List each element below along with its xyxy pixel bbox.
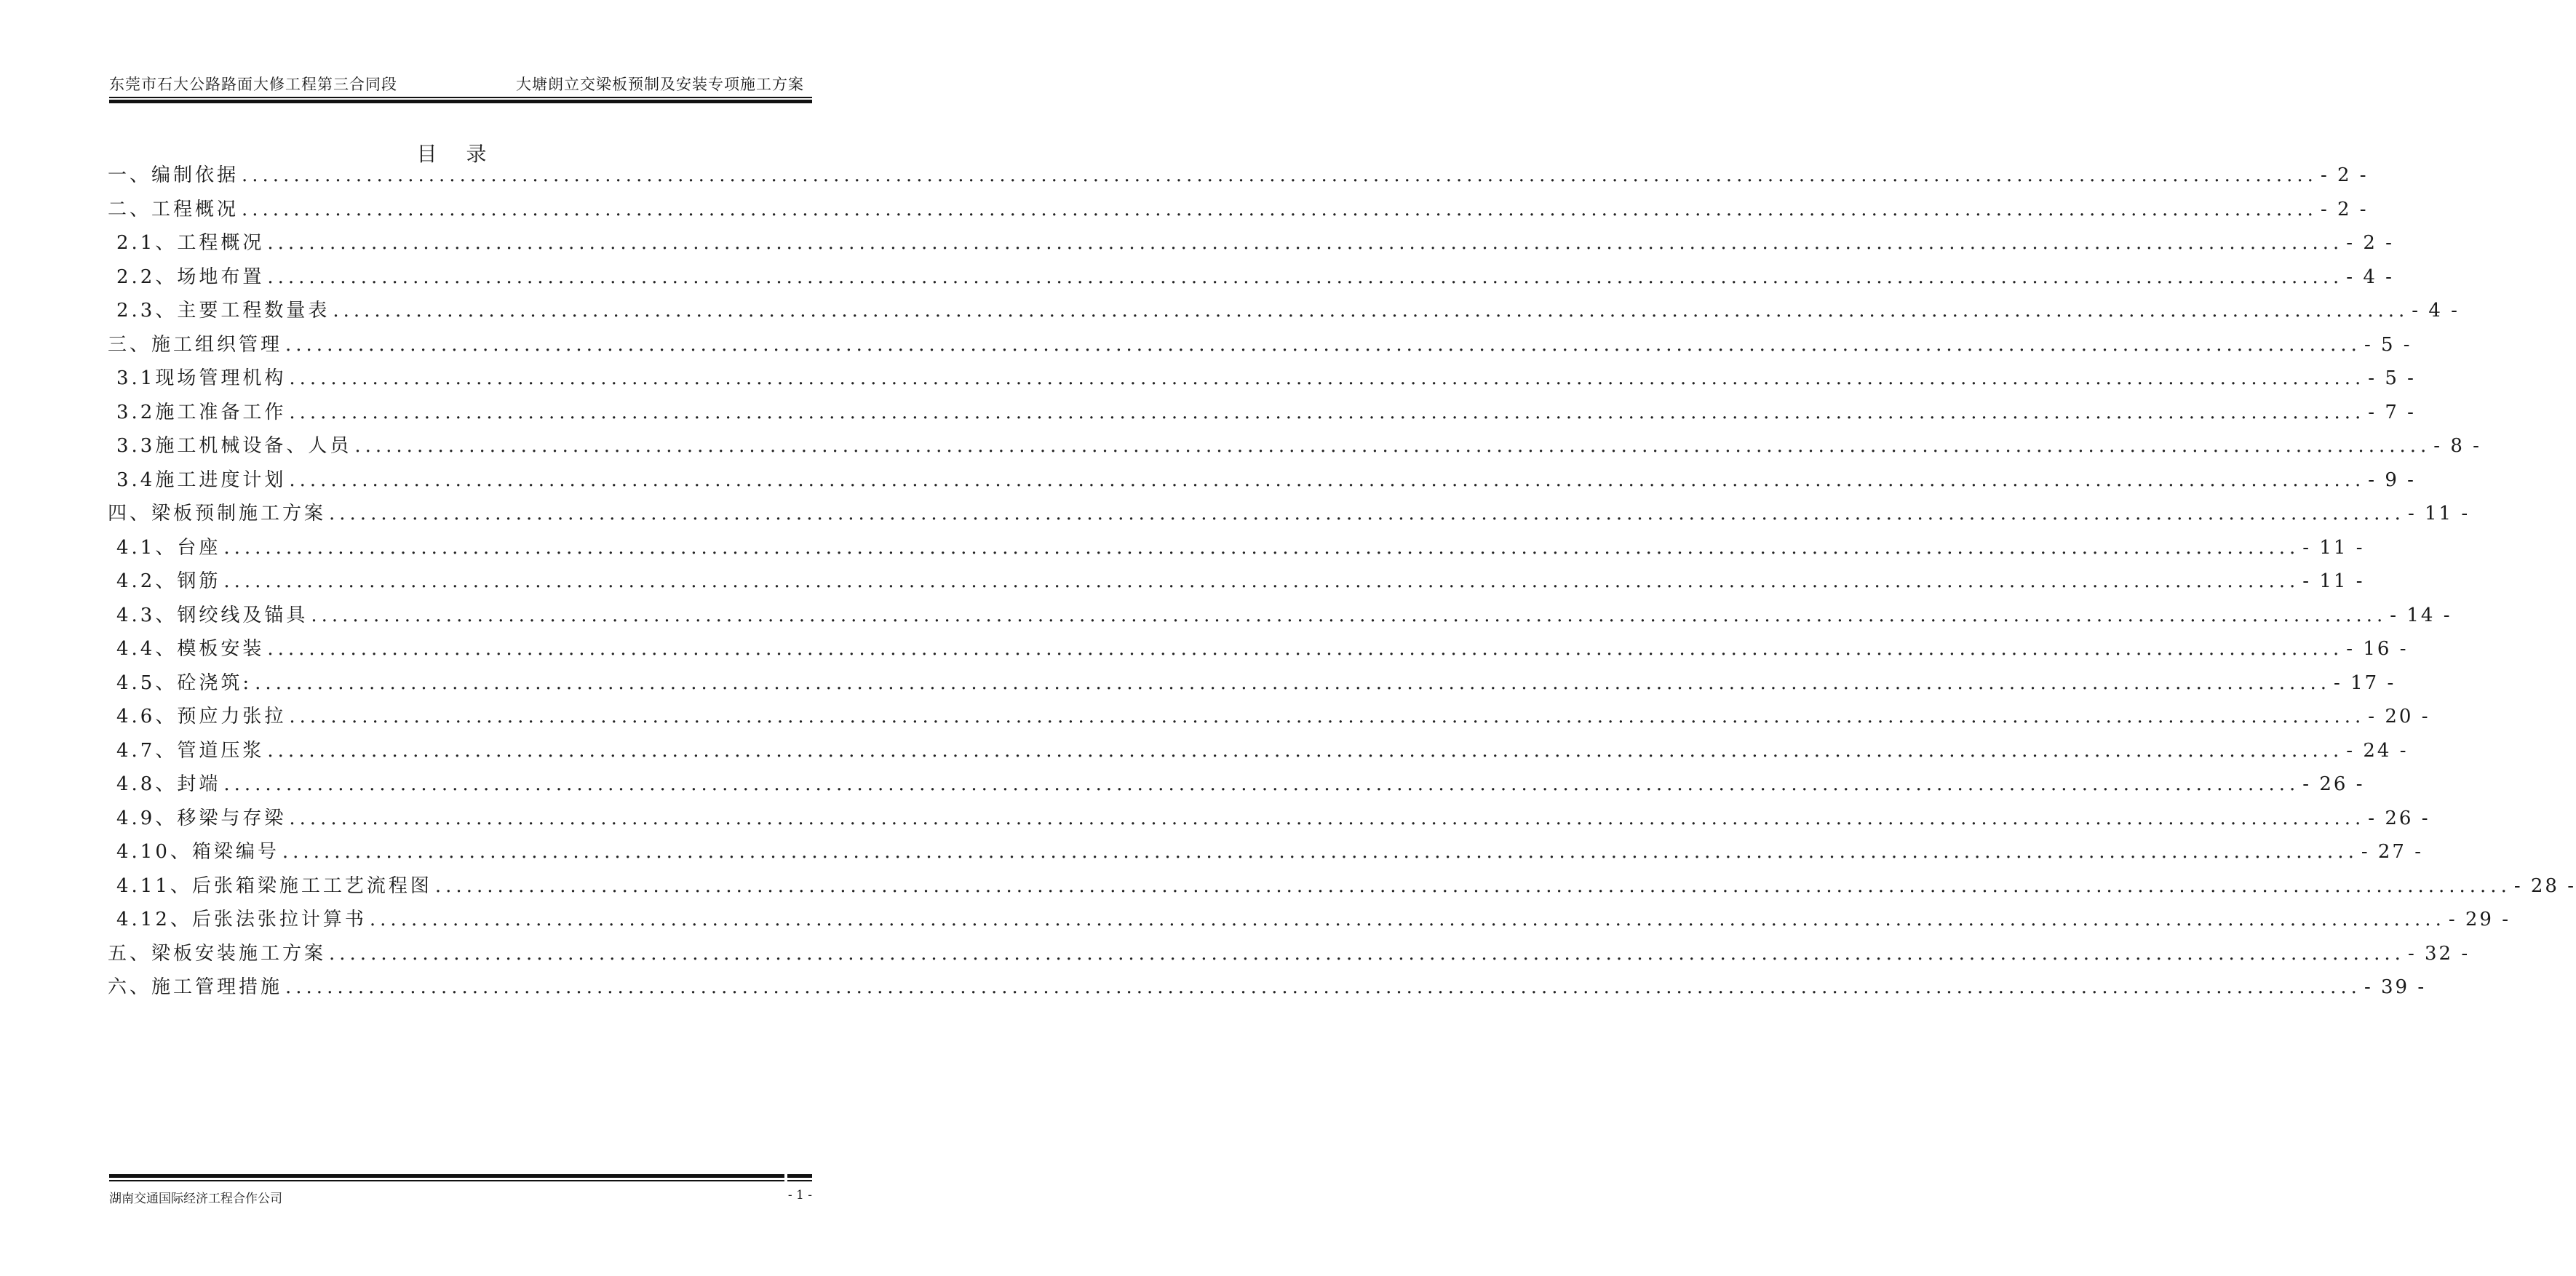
- toc-entry-page: - 5 -: [2364, 333, 2412, 356]
- toc-dot-leader: ........................................................................................................................................................................................................: [354, 435, 2431, 457]
- toc-entry[interactable]: [116, 228, 2394, 257]
- toc-entry-label: 4.12、后张法张拉计算书: [116, 909, 367, 930]
- page-header: [109, 73, 804, 95]
- toc-entry[interactable]: [116, 769, 2365, 798]
- toc-entry[interactable]: [108, 498, 2470, 527]
- toc-entry-label: 2.1、工程概况: [116, 232, 265, 254]
- toc-entry-label: 4.9、移梁与存梁: [116, 807, 287, 829]
- header-divider-thick: [109, 100, 812, 103]
- toc-dot-leader: ........................................................................................................................................................................................................: [289, 468, 2366, 491]
- toc-entry-page: - 4 -: [2346, 266, 2394, 288]
- toc-entry[interactable]: [116, 668, 2396, 697]
- toc-dot-leader: ........................................................................................................................................................................................................: [282, 841, 2358, 863]
- toc-dot-leader: ........................................................................................................................................................................................................: [289, 367, 2366, 389]
- toc-entry-label: 3.2施工准备工作: [116, 401, 287, 423]
- toc-entry[interactable]: [116, 465, 2416, 494]
- toc-entry-page: - 27 -: [2361, 841, 2424, 863]
- toc-dot-leader: ........................................................................................................................................................................................................: [434, 874, 2511, 897]
- toc-entry[interactable]: [116, 363, 2416, 392]
- header-document-title: 大塘朗立交梁板预制及安装专项施工方案: [516, 76, 804, 93]
- toc-entry[interactable]: [108, 938, 2470, 968]
- toc-entry-page: - 9 -: [2368, 468, 2416, 491]
- toc-entry-page: - 32 -: [2407, 942, 2470, 965]
- toc-entry-page: - 2 -: [2320, 164, 2369, 186]
- toc-entry-label: 六、施工管理措施: [108, 976, 283, 998]
- toc-dot-leader: ........................................................................................................................................................................................................: [289, 706, 2366, 727]
- toc-entry-label: 2.3、主要工程数量表: [116, 300, 330, 322]
- toc-entry-page: - 5 -: [2368, 367, 2416, 389]
- toc-entry[interactable]: [116, 295, 2460, 324]
- toc-entry[interactable]: [108, 194, 2369, 223]
- toc-dot-leader: ........................................................................................................................................................................................................: [285, 333, 2361, 356]
- toc-dot-leader: ........................................................................................................................................................................................................: [267, 232, 2344, 254]
- toc-entry-label: 4.2、钢筋: [116, 570, 221, 592]
- toc-entry-page: - 20 -: [2368, 706, 2430, 727]
- toc-entry[interactable]: [116, 262, 2394, 291]
- toc-entry-page: - 16 -: [2346, 638, 2409, 660]
- toc-dot-leader: ........................................................................................................................................................................................................: [267, 266, 2344, 288]
- toc-entry[interactable]: [116, 634, 2409, 663]
- toc-dot-leader: ........................................................................................................................................................................................................: [333, 300, 2409, 322]
- toc-entry-label: 4.4、模板安装: [116, 638, 265, 660]
- toc-entry-page: - 14 -: [2390, 604, 2452, 626]
- toc-entry-page: - 11 -: [2302, 536, 2365, 559]
- footer-page-number: - 1 -: [787, 1188, 812, 1203]
- toc-entry-page: - 29 -: [2448, 909, 2511, 930]
- toc-entry-label: 4.11、后张箱梁施工工艺流程图: [116, 874, 432, 897]
- toc-dot-leader: ........................................................................................................................................................................................................: [223, 536, 2300, 559]
- toc-entry-label: 五、梁板安装施工方案: [108, 942, 327, 965]
- toc-dot-leader: ........................................................................................................................................................................................................: [369, 909, 2446, 930]
- toc-entry-label: 2.2、场地布置: [116, 266, 265, 288]
- toc-entry-page: - 24 -: [2346, 739, 2409, 762]
- toc-entry-label: 一、编制依据: [108, 164, 239, 186]
- toc-entry-label: 4.10、箱梁编号: [116, 841, 279, 863]
- toc-entry[interactable]: [116, 397, 2416, 426]
- toc-entry[interactable]: [116, 735, 2409, 765]
- toc-dot-leader: ........................................................................................................................................................................................................: [223, 773, 2300, 795]
- footer-divider-thin: [109, 1180, 812, 1181]
- toc-entry-label: 三、施工组织管理: [108, 333, 283, 356]
- footer-divider-thick: [109, 1174, 812, 1178]
- toc-entry-page: - 26 -: [2368, 807, 2430, 829]
- toc-dot-leader: ........................................................................................................................................................................................................: [255, 671, 2331, 694]
- toc-entry-page: - 7 -: [2368, 401, 2416, 423]
- toc-entry[interactable]: [116, 904, 2511, 933]
- toc-dot-leader: ........................................................................................................................................................................................................: [242, 164, 2318, 186]
- footer-company-name: 湖南交通国际经济工程合作公司: [109, 1192, 282, 1206]
- toc-entry-label: 3.4施工进度计划: [116, 468, 287, 491]
- toc-entry-page: - 2 -: [2320, 198, 2369, 220]
- toc-dot-leader: ........................................................................................................................................................................................................: [267, 638, 2344, 660]
- toc-entry[interactable]: [116, 837, 2424, 866]
- toc-entry[interactable]: [108, 160, 2369, 189]
- toc-entry[interactable]: [108, 330, 2412, 359]
- toc-entry[interactable]: [116, 803, 2430, 832]
- toc-entry-page: - 11 -: [2302, 570, 2365, 592]
- header-project-name: 东莞市石大公路路面大修工程第三合同段: [109, 76, 397, 93]
- toc-dot-leader: ........................................................................................................................................................................................................: [242, 198, 2318, 220]
- toc-entry[interactable]: [116, 566, 2365, 595]
- toc-entry-label: 四、梁板预制施工方案: [108, 503, 327, 525]
- toc-entry-page: - 11 -: [2407, 503, 2470, 525]
- toc-entry-page: - 39 -: [2364, 976, 2427, 998]
- toc-entry-page: - 26 -: [2302, 773, 2365, 795]
- toc-entry[interactable]: [116, 533, 2365, 562]
- toc-entry-label: 3.1现场管理机构: [116, 367, 287, 389]
- toc-entry-label: 4.7、管道压浆: [116, 739, 265, 762]
- toc-dot-leader: ........................................................................................................................................................................................................: [223, 570, 2300, 592]
- toc-entry-page: - 2 -: [2346, 232, 2394, 254]
- toc-dot-leader: ........................................................................................................................................................................................................: [285, 976, 2361, 998]
- toc-dot-leader: ........................................................................................................................................................................................................: [267, 739, 2344, 762]
- toc-entry-label: 4.8、封端: [116, 773, 221, 795]
- toc-entry-label: 4.1、台座: [116, 536, 221, 559]
- toc-entry[interactable]: [116, 431, 2481, 460]
- footer-divider-notch: [784, 1173, 787, 1183]
- page-footer: [109, 1188, 812, 1205]
- toc-entry[interactable]: [116, 871, 2576, 900]
- toc-entry[interactable]: [116, 600, 2452, 629]
- toc-entry-label: 4.6、预应力张拉: [116, 706, 287, 727]
- toc-entry-page: - 17 -: [2334, 671, 2396, 694]
- header-divider-thin: [109, 97, 812, 98]
- toc-entry-label: 4.5、砼浇筑:: [116, 671, 253, 694]
- toc-entry-page: - 28 -: [2513, 874, 2576, 897]
- toc-title: 目录: [416, 142, 516, 166]
- toc-entry[interactable]: [108, 972, 2427, 1001]
- toc-dot-leader: ........................................................................................................................................................................................................: [289, 807, 2366, 829]
- toc-entry-page: - 8 -: [2433, 435, 2481, 457]
- toc-entry-page: - 4 -: [2412, 300, 2460, 322]
- toc-dot-leader: ........................................................................................................................................................................................................: [289, 401, 2366, 423]
- toc-entry-label: 4.3、钢绞线及锚具: [116, 604, 309, 626]
- toc-entry-label: 3.3施工机械设备、人员: [116, 435, 352, 457]
- toc-entry-label: 二、工程概况: [108, 198, 239, 220]
- toc-dot-leader: ........................................................................................................................................................................................................: [311, 604, 2388, 626]
- toc-dot-leader: ........................................................................................................................................................................................................: [329, 503, 2405, 525]
- toc-dot-leader: ........................................................................................................................................................................................................: [329, 942, 2405, 965]
- toc-entry[interactable]: [116, 701, 2430, 730]
